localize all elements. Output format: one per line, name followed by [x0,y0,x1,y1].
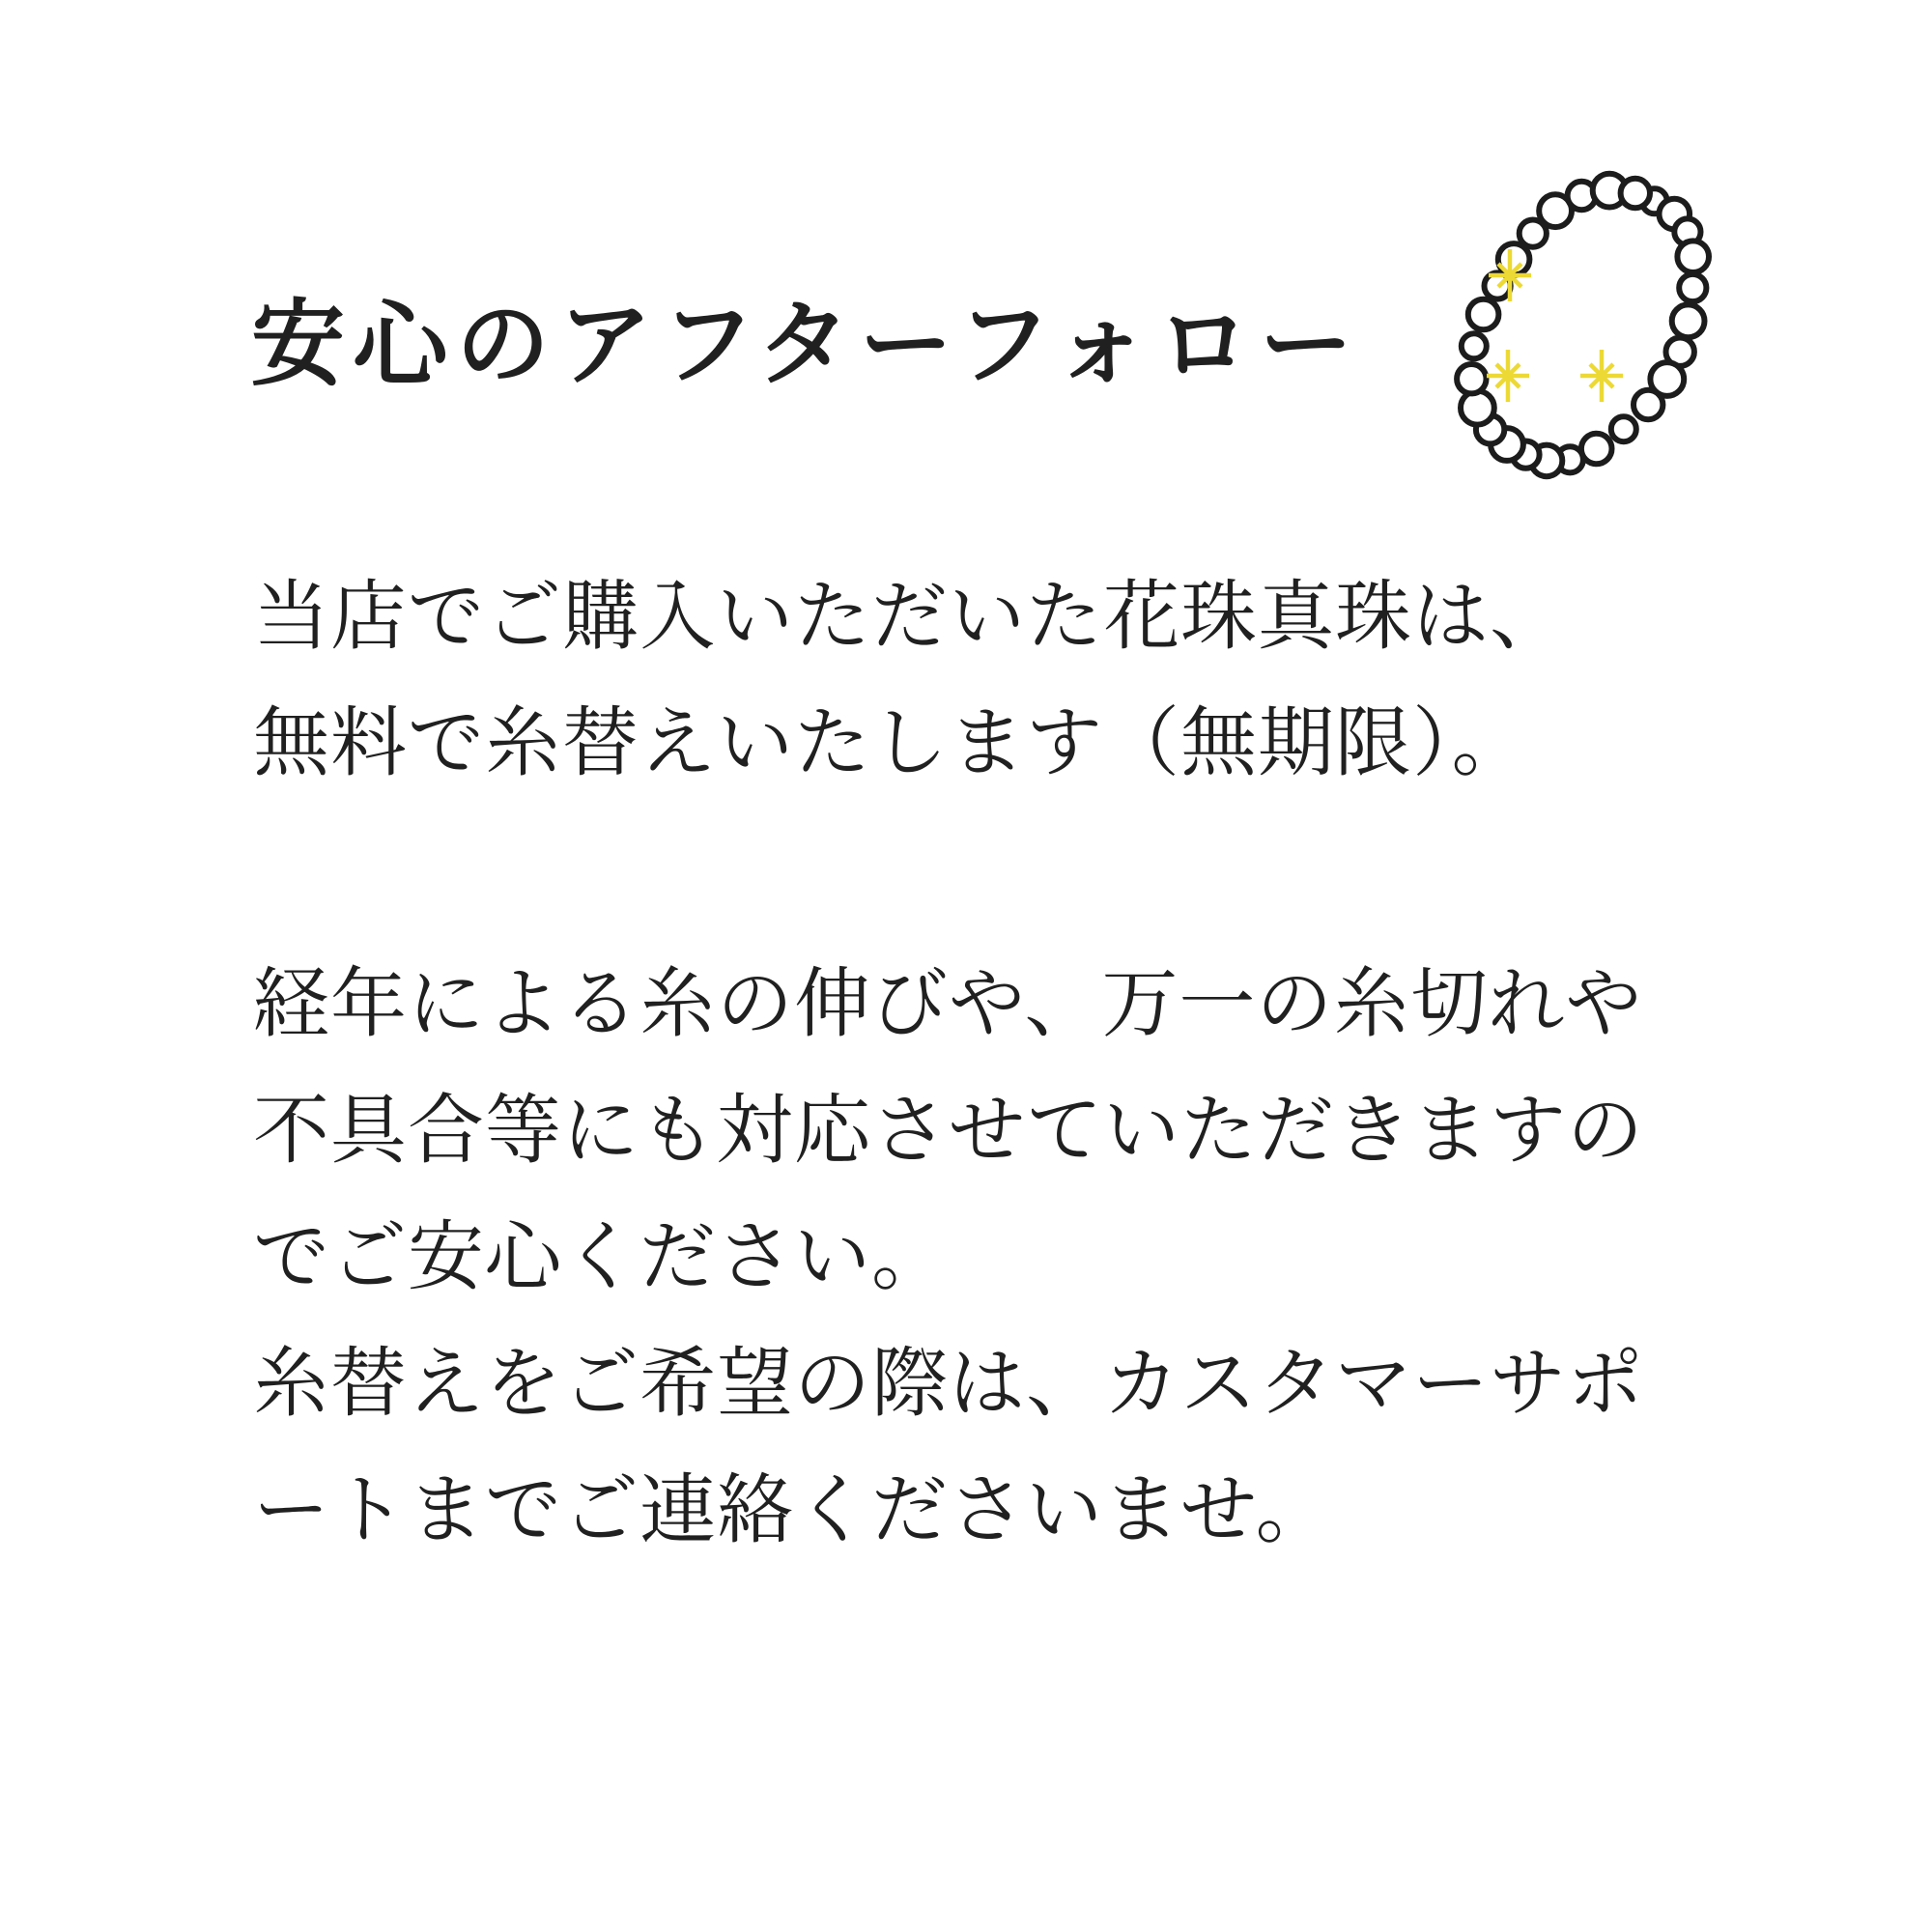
text-line: 経年による糸の伸びや、万一の糸切れや [253,960,1643,1046]
sparkle-icon [1580,350,1623,402]
text-line: 不具合等にも対応させていただきますの [253,1087,1644,1173]
pearl [1457,364,1486,393]
text-line: でご安心ください。 [253,1213,949,1299]
paragraph-2 [253,940,1760,1573]
text-line: 糸替えをご希望の際は、カスタマーサポ [253,1340,1644,1426]
pearl [1462,333,1487,358]
pearl [1468,299,1499,330]
text-line: ートまでご連絡くださいませ。 [253,1466,1333,1552]
pearl [1621,179,1650,208]
pearl [1461,391,1494,425]
pearl [1634,390,1662,419]
sparkle-icon [1487,350,1529,402]
pearl [1611,416,1636,441]
body-text [253,553,1760,1573]
pearl [1679,274,1706,301]
pearl [1677,241,1709,272]
pearl-necklace-icon [1444,162,1726,491]
text-line: 無料で糸替えいたします（無期限）。 [253,699,1529,785]
text-line: 当店でご購入いただいた花珠真珠は、 [253,573,1567,659]
page-title: 安心のアフターフォロー [251,292,1362,397]
paragraph-1 [253,553,1760,806]
pearl [1672,304,1705,337]
